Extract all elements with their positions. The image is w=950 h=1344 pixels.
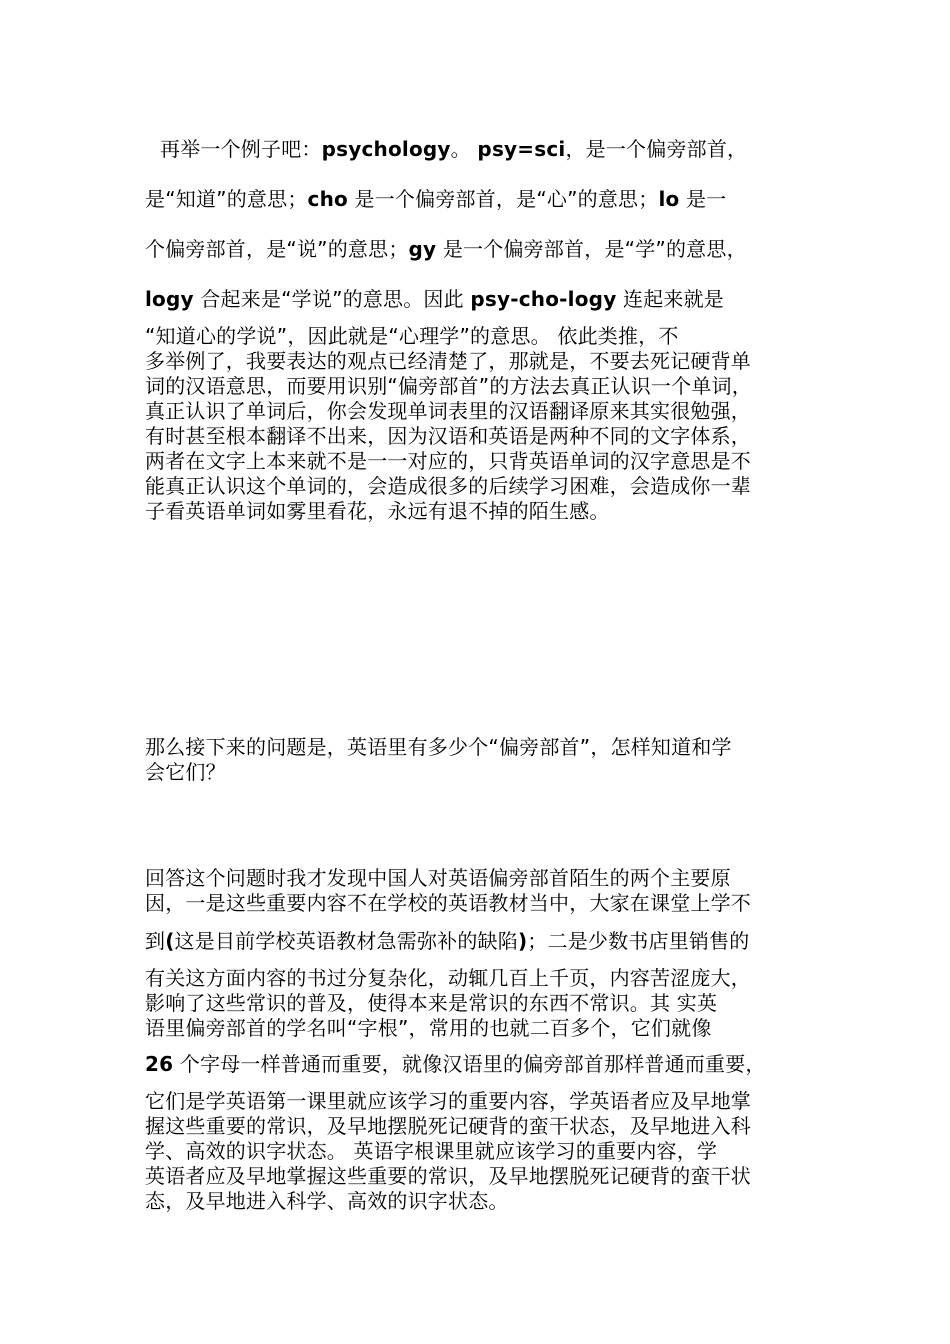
paragraph-line: 回答这个问题时我才发现中国人对英语偏旁部首陌生的两个主要原 (145, 866, 731, 890)
paragraph-line: 到(这是目前学校英语教材急需弥补的缺陷)；二是少数书店里销售的 (145, 929, 750, 953)
paragraph-line: 26 个字母一样普通而重要，就像汉语里的偏旁部首那样普通而重要， (145, 1052, 766, 1076)
paragraph-line: 语里偏旁部首的学名叫“字根”，常用的也就二百多个，它们就像 (145, 1016, 712, 1040)
paragraph-line: 影响了这些常识的普及，使得本来是常识的东西不常识。其 实英 (145, 991, 718, 1015)
paragraph-line: 态，及早地进入科学、高效的识字状态。 (145, 1189, 509, 1213)
paragraph-line: logy 合起来是“学说”的意思。因此 psy-cho-logy 连起来就是 (145, 287, 724, 311)
paragraph-line: 因，一是这些重要内容不在学校的英语教材当中，大家在课堂上学不 (145, 891, 751, 915)
paragraph-line: 学、高效的识字状态。 英语字根课里就应该学习的重要内容，学 (145, 1139, 718, 1163)
paragraph-line: 那么接下来的问题是，英语里有多少个“偏旁部首”，怎样知道和学 (145, 735, 732, 759)
paragraph-line: 再举一个例子吧：psychology。 psy=sci，是一个偏旁部首， (160, 137, 748, 161)
paragraph-line: 英语者应及早地掌握这些重要的常识，及早地摆脱死记硬背的蛮干状 (145, 1164, 751, 1188)
paragraph-line: 是“知道”的意思；cho 是一个偏旁部首，是“心”的意思；lo 是一 (145, 187, 727, 211)
paragraph-line: 个偏旁部首，是“说”的意思；gy 是一个偏旁部首，是“学”的意思， (145, 237, 747, 261)
paragraph-line: 会它们？ (145, 760, 226, 784)
paragraph-line: 握这些重要的常识，及早地摆脱死记硬背的蛮干状态，及早地进入科 (145, 1114, 751, 1138)
paragraph-line: 有时甚至根本翻译不出来，因为汉语和英语是两种不同的文字体系， (145, 424, 751, 448)
paragraph-line: 词的汉语意思，而要用识别“偏旁部首”的方法去真正认识一个单词， (145, 374, 752, 398)
paragraph-line: 有关这方面内容的书过分复杂化，动辄几百上千页，内容苦涩庞大， (145, 966, 751, 990)
paragraph-line: 两者在文字上本来就不是一一对应的，只背英语单词的汉字意思是不 (145, 449, 751, 473)
paragraph-line: 它们是学英语第一课里就应该学习的重要内容，学英语者应及早地掌 (145, 1089, 751, 1113)
paragraph-line: 子看英语单词如雾里看花，永远有退不掉的陌生感。 (145, 499, 610, 523)
paragraph-line: 真正认识了单词后，你会发现单词表里的汉语翻译原来其实很勉强， (145, 399, 751, 423)
paragraph-line: 多举例了，我要表达的观点已经清楚了，那就是，不要去死记硬背单 (145, 349, 751, 373)
paragraph-line: “知道心的学说”，因此就是“心理学”的意思。 依此类推，不 (145, 324, 679, 348)
paragraph-line: 能真正认识这个单词的，会造成很多的后续学习困难，会造成你一辈 (145, 474, 751, 498)
